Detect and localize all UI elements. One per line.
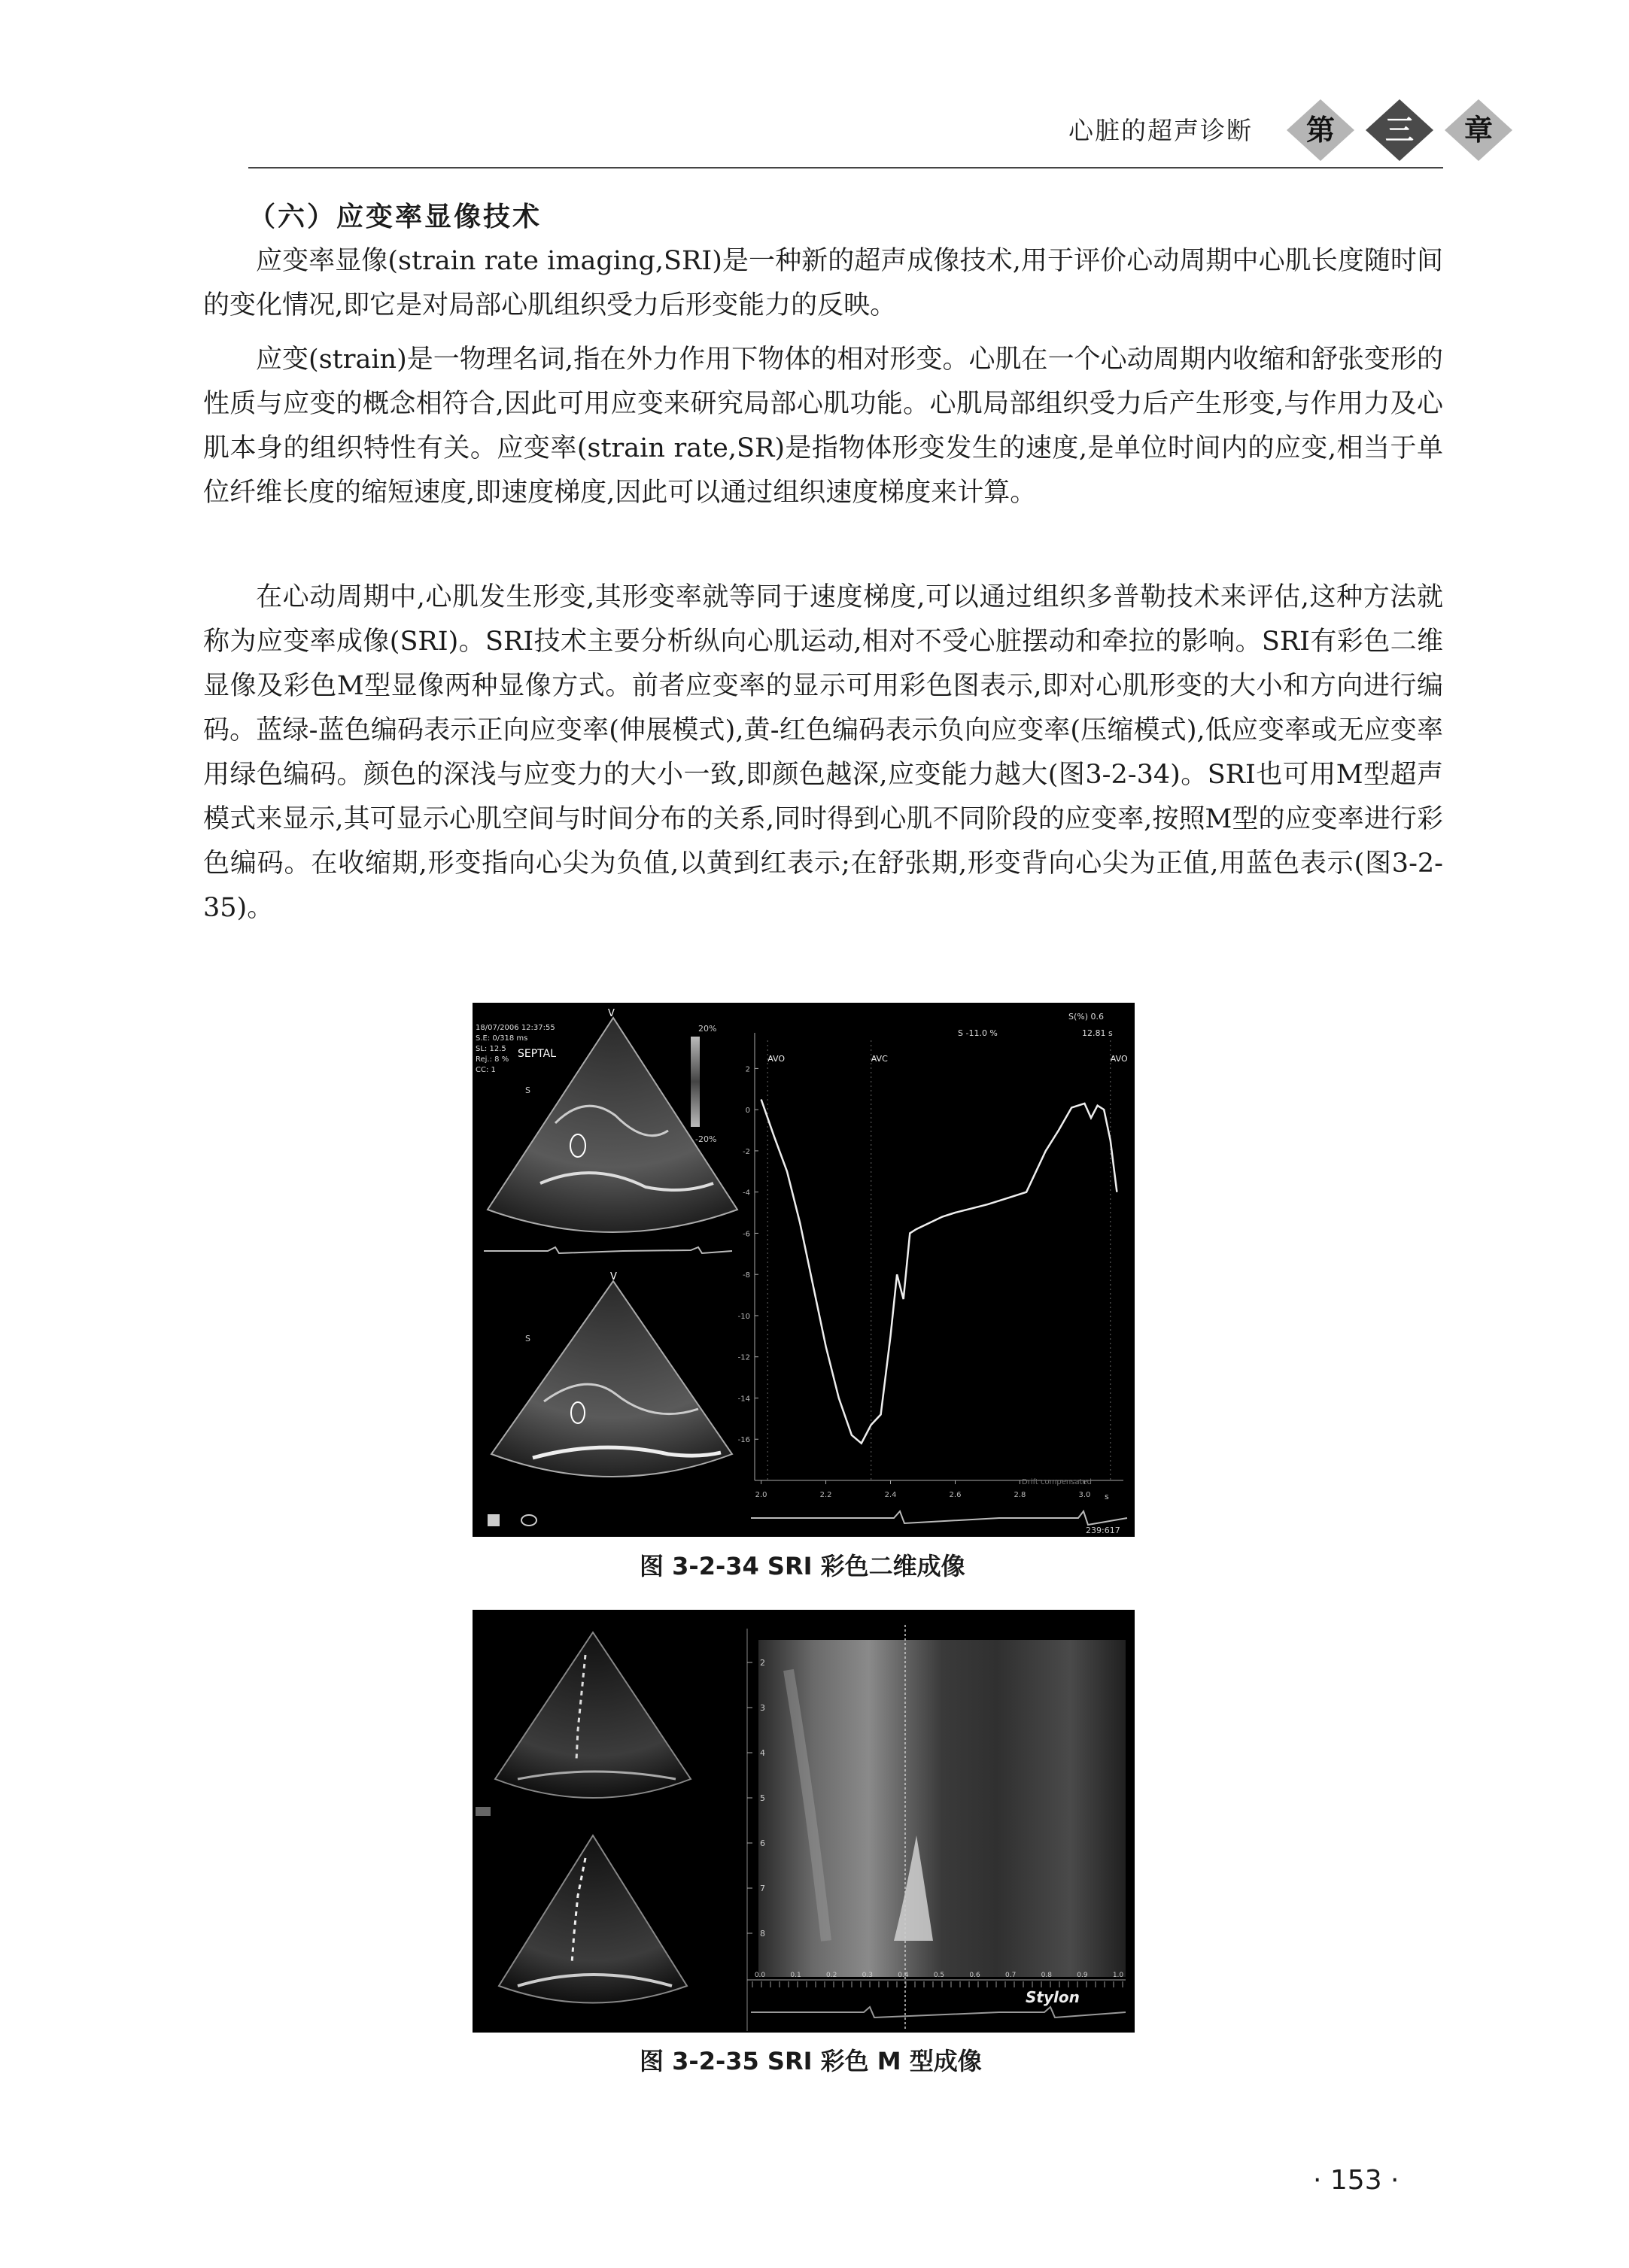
y-tick-label: -14 — [737, 1395, 750, 1404]
paragraph-3: 在心动周期中,心肌发生形变,其形变率就等同于速度梯度,可以通过组织多普勒技术来评估,这种方法就称为应变率成像(SRI)。SRI技术主要分析纵向心肌运动,相对不受心脏摆动和牵拉的影响。SRI有彩色二维显像及彩色M型显像两种显像方式。前者应变率的显示可用彩色图表示,即对心肌形变的大小和方向进行编码。蓝绿-蓝色编码表示正向应变率(伸展模式),黄-红色编码表示负向应变率(压缩模式),低应变率或无应变率用绿色编码。颜色的深浅与应变力的大小一致,即颜色越深,应变能力越大(图3-2-34)。SRI也可用M型超声模式来显示,其可显示心肌空间与时间分布的关系,同时得到心肌不同阶段的应变率,按照M型的应变率进行彩色编码。在收缩期,形变指向心尖为负值,以黄到红表示;在舒张期,形变背向心尖为正值,用蓝色表示(图3-2-35)。 — [203, 582, 1443, 923]
page-number: · 153 · — [1313, 2165, 1400, 2196]
marker-s-top: S — [525, 1085, 530, 1095]
plot-header-right: 12.81 s — [1082, 1028, 1113, 1038]
event-label: AVC — [871, 1054, 888, 1064]
figure-sri-m-mode — [473, 1610, 1135, 2033]
mode-indicator — [476, 1807, 491, 1816]
time-tick-label: 1.0 — [1112, 1972, 1124, 1979]
bottom-right-readout: 239:617 — [1086, 1526, 1120, 1535]
y-tick-label: -6 — [743, 1230, 750, 1239]
y-tick-label: -12 — [737, 1353, 750, 1362]
drift-note: Drift compensated — [1022, 1478, 1092, 1486]
time-tick-label: 0.4 — [898, 1972, 909, 1979]
figure-sri-2d — [473, 1003, 1135, 1537]
figure-sri-m-mode-canvas — [473, 1610, 1135, 2033]
strain-axes — [738, 1033, 1123, 1499]
figure-1-caption: 图 3-2-34 SRI 彩色二维成像 — [640, 1552, 965, 1580]
depth-tick-label: 2 — [760, 1658, 765, 1668]
echo-panel-bottom — [488, 1271, 732, 1526]
x-tick-label: 3.0 — [1078, 1491, 1091, 1499]
time-tick-label: 0.0 — [754, 1972, 766, 1979]
echo-info-2: S.E: 0/318 ms — [476, 1034, 528, 1043]
plot-unit: s — [1105, 1492, 1109, 1501]
running-header: 心脏的超声诊断 — [1068, 116, 1253, 145]
figure-sri-2d-canvas — [473, 1003, 1135, 1537]
event-label: AVO — [1110, 1054, 1128, 1064]
tool-icon-2 — [521, 1515, 536, 1526]
echo-info-5: CC: 1 — [476, 1066, 496, 1074]
plot-header-top: S(%) 0.6 — [1068, 1012, 1105, 1022]
depth-tick-label: 3 — [760, 1703, 765, 1713]
y-tick-label: -16 — [737, 1436, 750, 1445]
x-tick-label: 2.8 — [1014, 1491, 1026, 1499]
m-mode-display — [747, 1625, 1126, 2031]
time-tick-label: 0.5 — [933, 1972, 945, 1979]
view-label: SEPTAL — [518, 1048, 557, 1060]
scale-bottom-label: -20% — [695, 1134, 717, 1144]
x-tick-label: 2.6 — [949, 1491, 962, 1499]
depth-tick-label: 5 — [760, 1793, 765, 1803]
figure-2-caption: 图 3-2-35 SRI 彩色 M 型成像 — [640, 2047, 982, 2075]
x-tick-label: 2.2 — [819, 1491, 832, 1499]
chapter-diamond-1 — [1287, 99, 1354, 161]
tool-icon-1 — [488, 1514, 500, 1526]
depth-tick-label: 8 — [760, 1929, 765, 1939]
time-tick-label: 0.6 — [969, 1972, 980, 1979]
scale-top-label: 20% — [698, 1024, 717, 1034]
y-tick-label: -2 — [743, 1147, 750, 1156]
y-tick-label: -4 — [743, 1189, 750, 1198]
marker-v-top: V — [608, 1008, 615, 1019]
m-echo-panel-top — [495, 1632, 691, 1798]
chapter-char-2: 三 — [1384, 114, 1415, 147]
y-tick-label: 0 — [745, 1107, 750, 1116]
x-tick-label: 2.4 — [884, 1491, 897, 1499]
paragraph-1: 应变率显像(strain rate imaging,SRI)是一种新的超声成像技术,用于评价心动周期中心肌长度随时间的变化情况,即它是对局部心肌组织受力后形变能力的反映。 — [203, 246, 1443, 320]
section-heading: （六）应变率显像技术 — [248, 202, 542, 232]
strain-plot — [738, 1012, 1128, 1535]
time-tick-label: 0.3 — [862, 1972, 873, 1979]
time-tick-label: 0.7 — [1005, 1972, 1017, 1979]
echo-info-4: Rej.: 8 % — [476, 1055, 509, 1064]
marker-v-bottom: V — [610, 1271, 617, 1283]
chapter-diamond-2 — [1366, 99, 1433, 161]
echo-panel-top — [476, 1008, 737, 1253]
y-tick-label: -8 — [743, 1271, 750, 1280]
time-tick-label: 0.2 — [826, 1972, 837, 1979]
plot-header-left: S -11.0 % — [958, 1028, 998, 1038]
x-tick-label: 2.0 — [755, 1491, 767, 1499]
time-tick-label: 0.8 — [1041, 1972, 1052, 1979]
header-rule — [248, 167, 1443, 169]
time-tick-label: 0.1 — [790, 1972, 801, 1979]
m-echo-panel-bottom — [499, 1835, 687, 2003]
chapter-char-1: 第 — [1305, 114, 1336, 147]
echo-info-1: 18/07/2006 12:37:55 — [476, 1024, 555, 1032]
marker-s-bottom: S — [525, 1334, 530, 1343]
time-tick-label: 0.9 — [1077, 1972, 1088, 1979]
depth-tick-label: 4 — [760, 1748, 765, 1758]
strain-curve — [761, 1100, 1117, 1444]
echo-info-3: SL: 12.5 — [476, 1045, 506, 1053]
brand-logo: Stylon — [1026, 1988, 1080, 2006]
y-tick-label: -10 — [737, 1312, 750, 1321]
color-scale-bar — [691, 1037, 700, 1127]
chapter-diamond-3 — [1445, 99, 1512, 161]
depth-tick-label: 6 — [760, 1838, 765, 1848]
chapter-char-3: 章 — [1463, 114, 1494, 147]
event-label: AVO — [767, 1054, 786, 1064]
depth-tick-label: 7 — [760, 1884, 765, 1893]
paragraph-2: 应变(strain)是一物理名词,指在外力作用下物体的相对形变。心肌在一个心动周期内收缩和舒张变形的性质与应变的概念相符合,因此可用应变来研究局部心肌功能。心肌局部组织受力后产生形变,与作用力及心肌本身的组织特性有关。应变率(strain rate,SR)是指物体形变发生的速度,是单位时间内的应变,相当于单位纤维长度的缩短速度,即速度梯度,因此可以通过组织速度梯度来计算。 — [203, 345, 1443, 508]
chapter-badge — [1279, 96, 1527, 164]
y-tick-label: 2 — [745, 1065, 750, 1074]
